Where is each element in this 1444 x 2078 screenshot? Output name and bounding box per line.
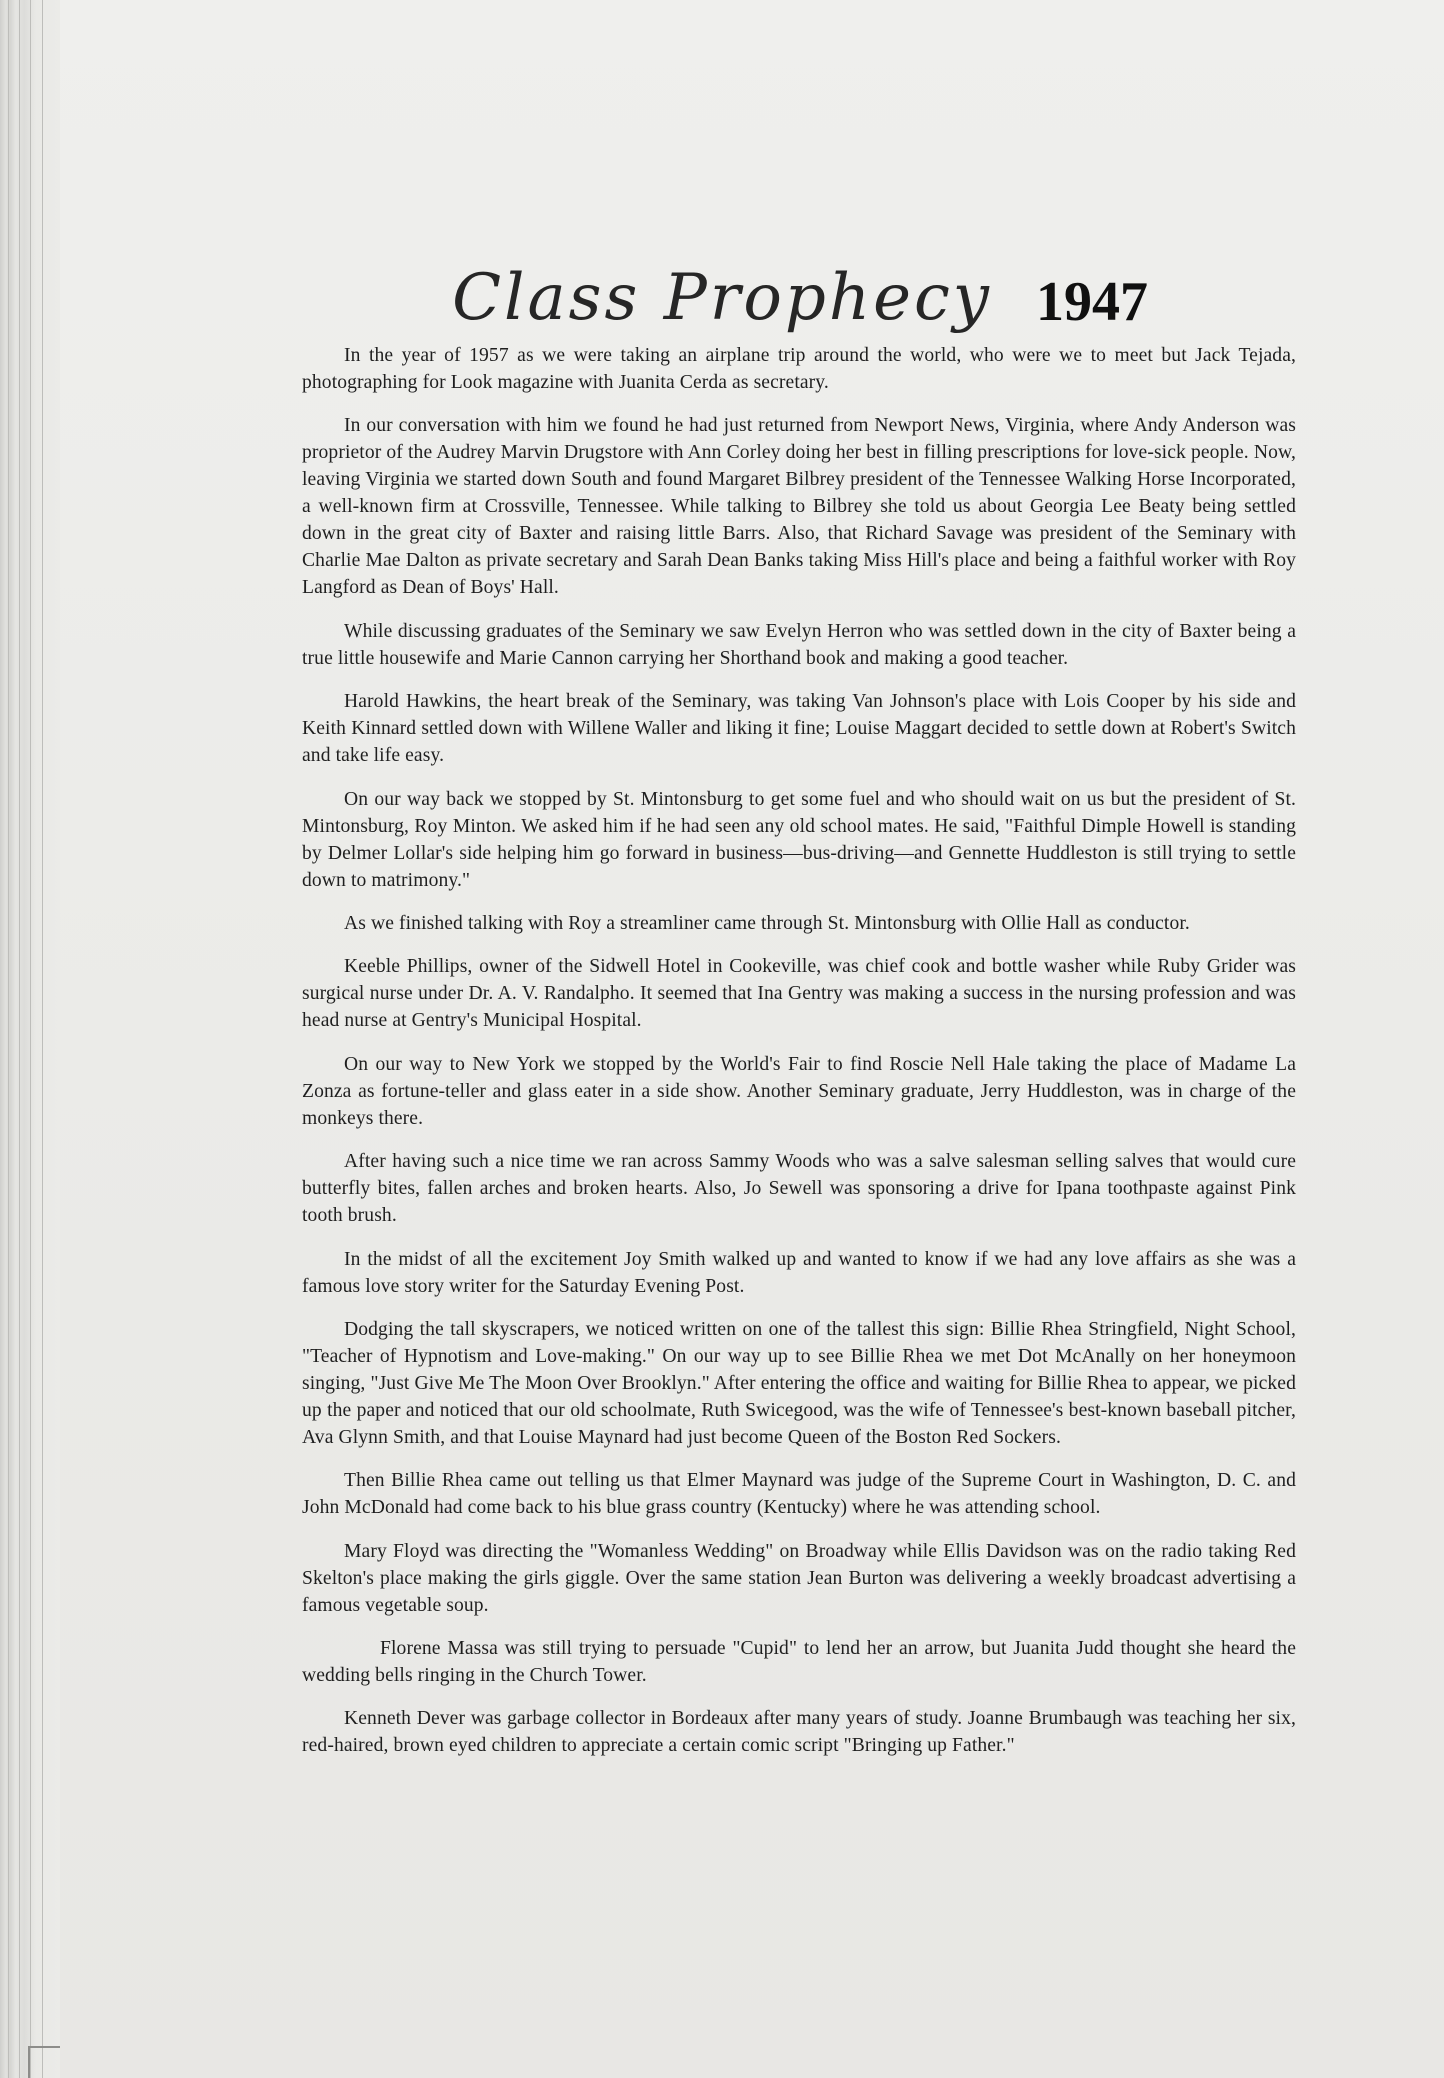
paragraph: While discussing graduates of the Seminary we saw Evelyn Herron who was settled down in the city of Baxter being a true little housewife and Marie Cannon carrying her Shorthand book and making a good teacher. [302, 620, 1296, 669]
corner-mark [28, 2046, 60, 2078]
binding-line [30, 0, 31, 2078]
paragraph: Then Billie Rhea came out telling us that Elmer Maynard was judge of the Supreme Court in Washington, D. C. and John McDonald had come back to his blue grass country (Kentucky) where he was attending school. [302, 1470, 1296, 1519]
paragraph: On our way back we stopped by St. Mintonsburg to get some fuel and who should wait on us but the president of St. Mintonsburg, Roy Minton. We asked him if he had seen any old school mates. He said, "Faithful Dimple Howell is standing by Delmer Lollar's side helping him go forward in business—bus-driving—and Gennette Huddleston is still trying to settle down to matrimony." [302, 788, 1296, 891]
paragraph: In our conversation with him we found he had just returned from Newport News, Virginia, where Andy Anderson was proprietor of the Audrey Marvin Drugstore with Ann Corley doing her best in filling prescriptions for love-sick people. Now, leaving Virginia we started down South and found Margaret Bilbrey president of the Tennessee Walking Horse Incorporated, a well-known firm at Crossville, Tennessee. While talking to Bilbrey she told us about Georgia Lee Beaty being settled down in the great city of Baxter and raising little Barrs. Also, that Richard Savage was president of the Seminary with Charlie Mae Dalton as private secretary and Sarah Dean Banks taking Miss Hill's place and being a faithful worker with Roy Langford as Dean of Boys' Hall. [302, 415, 1296, 599]
paragraph: In the midst of all the excitement Joy Smith walked up and wanted to know if we had any love affairs as she was a famous love story writer for the Saturday Evening Post. [302, 1248, 1296, 1297]
binding-line [42, 0, 43, 2078]
page-binding-edge [0, 0, 60, 2078]
paragraph: Mary Floyd was directing the "Womanless Wedding" on Broadway while Ellis Davidson was on the radio taking Red Skelton's place making the girls giggle. Over the same station Jean Burton was delivering a weekly broadcast advertising a famous vegetable soup. [302, 1540, 1296, 1616]
paragraph: Keeble Phillips, owner of the Sidwell Hotel in Cookeville, was chief cook and bottle washer while Ruby Grider was surgical nurse under Dr. A. V. Randalpho. It seemed that Ina Gentry was making a success in the nursing profession and was head nurse at Gentry's Municipal Hospital. [302, 956, 1296, 1032]
article-body [302, 342, 1296, 1776]
paragraph: Dodging the tall skyscrapers, we noticed written on one of the tallest this sign: Billie Rhea Stringfield, Night School, "Teacher of Hypnotism and Love-making." On our way up to see Billie Rhea we met Dot McAnally on her honeymoon singing, "Just Give Me The Moon Over Brooklyn." After entering the office and waiting for Billie Rhea to appear, we picked up the paper and noticed that our old schoolmate, Ruth Swicegood, was the wife of Tennessee's best-known baseball pitcher, Ava Glynn Smith, and that Louise Maynard had just become Queen of the Boston Red Sockers. [302, 1318, 1296, 1448]
page-title: Class Prophecy [452, 261, 992, 335]
paragraph: In the year of 1957 as we were taking an airplane trip around the world, who were we to meet but Jack Tejada, photographing for Look magazine with Juanita Cerda as secretary. [302, 345, 1296, 393]
paragraph: As we finished talking with Roy a streamliner came through St. Mintonsburg with Ollie Hall as conductor. [344, 912, 1190, 934]
paragraph: On our way to New York we stopped by the World's Fair to find Roscie Nell Hale taking the place of Madame La Zonza as fortune-teller and glass eater in a side show. Another Seminary graduate, Jerry Huddleston, was in charge of the monkeys there. [302, 1053, 1296, 1129]
page-header [300, 220, 1300, 335]
binding-line [8, 0, 9, 2078]
page-year: 1947 [1035, 271, 1148, 333]
paragraph: Florene Massa was still trying to persuade "Cupid" to lend her an arrow, but Juanita Judd thought she heard the wedding bells ringing in the Church Tower. [302, 1638, 1296, 1687]
binding-line [19, 0, 20, 2078]
paragraph: Harold Hawkins, the heart break of the Seminary, was taking Van Johnson's place with Lois Cooper by his side and Keith Kinnard settled down with Willene Waller and liking it fine; Louise Maggart decided to settle down at Robert's Switch and take life easy. [302, 691, 1296, 767]
paragraph: After having such a nice time we ran across Sammy Woods who was a salve salesman selling salves that would cure butterfly bites, fallen arches and broken hearts. Also, Jo Sewell was sponsoring a drive for Ipana toothpaste against Pink tooth brush. [302, 1151, 1296, 1227]
paragraph: Kenneth Dever was garbage collector in Bordeaux after many years of study. Joanne Brumbaugh was teaching her six, red-haired, brown eyed children to appreciate a certain comic script "Bringing up Father." [302, 1708, 1296, 1757]
